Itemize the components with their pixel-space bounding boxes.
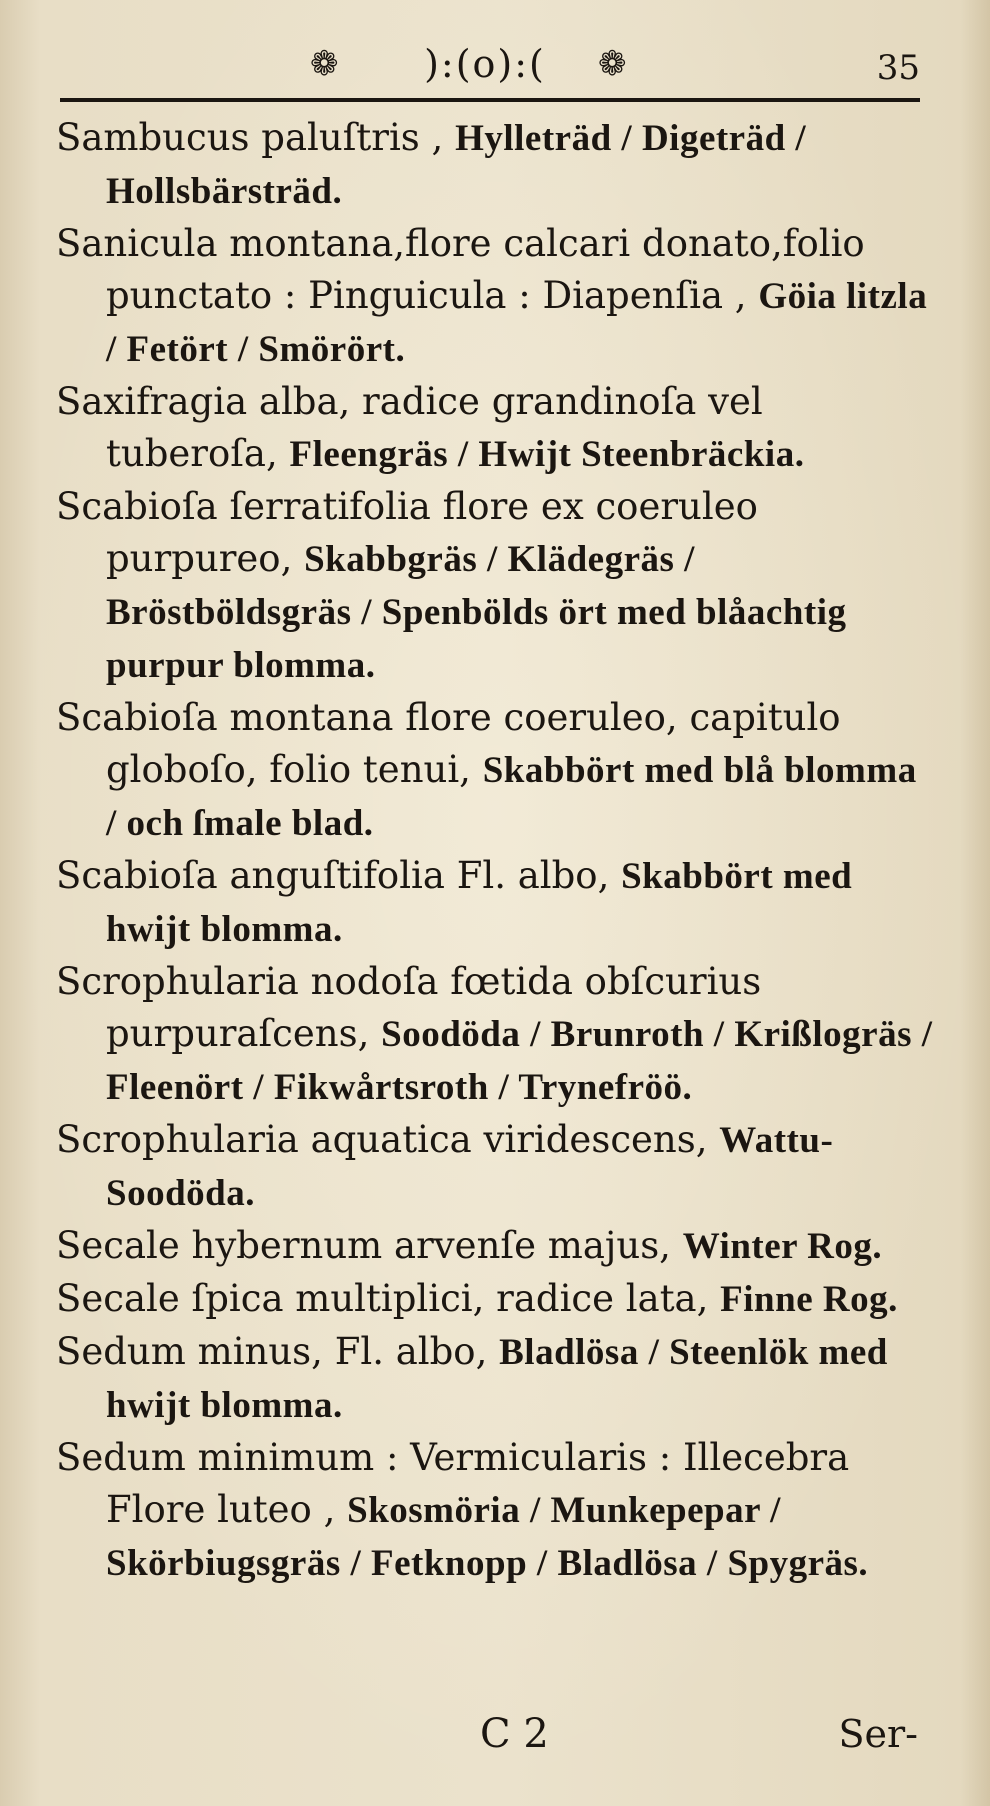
page-number: 35 <box>876 48 920 88</box>
latin-name: Scabioſa montana flore coeruleo, capitulo globoſo, folio tenui, <box>56 696 841 791</box>
catchword: Ser- <box>838 1712 918 1756</box>
swedish-names: Hylleträd / Digeträd / Hollsbärsträd. <box>106 118 807 212</box>
header-ornament-mark: ):(o):( <box>424 42 546 86</box>
swedish-names: Skosmöria / Munkepepar / Skörbiugsgräs / Fetknopp / Bladlösa / Spygräs. <box>106 1490 869 1584</box>
entry-sanicula <box>56 218 936 376</box>
entry-scabiosa-serratifolia <box>56 481 936 692</box>
latin-name: Sedum minus, Fl. albo, <box>56 1330 488 1373</box>
entry-scabiosa-angustifolia <box>56 850 936 956</box>
entry-sambucus <box>56 112 936 218</box>
flower-ornament-right-icon: ❁ <box>598 44 627 84</box>
swedish-names: Bladlösa / Steenlök med hwijt blomma. <box>106 1332 888 1426</box>
latin-name: Scrophularia nodoſa fœtida obſcurius purpuraſcens, <box>56 960 762 1055</box>
latin-name: Sambucus paluſtris , <box>56 116 444 159</box>
flower-ornament-left-icon: ❁ <box>310 44 339 84</box>
entry-secale-spica <box>56 1273 936 1326</box>
swedish-names: Winter Rog. <box>682 1226 883 1267</box>
latin-name: Sedum minimum : Vermicularis : Illecebra Flore luteo , <box>56 1436 850 1531</box>
signature-mark: C 2 <box>480 1711 549 1757</box>
entry-scrophularia-aquatica <box>56 1114 936 1220</box>
entry-sedum-minus <box>56 1326 936 1432</box>
latin-name: Saxifragia alba, radice grandinoſa vel tuberoſa, <box>56 380 763 475</box>
page-footer <box>60 1710 920 1770</box>
swedish-names: Fleengräs / Hwijt Steenbräckia. <box>289 434 805 475</box>
swedish-names: Skabbört med hwijt blomma. <box>106 856 853 950</box>
running-header <box>60 42 920 98</box>
latin-name: Secale ſpica multiplici, radice lata, <box>56 1277 709 1320</box>
swedish-names: Wattu-Soodöda. <box>106 1120 834 1214</box>
latin-name: Scabioſa ſerratifolia flore ex coeruleo purpureo, <box>56 485 758 580</box>
entry-scabiosa-montana <box>56 692 936 850</box>
swedish-names: Skabbgräs / Klädegräs / Bröstböldsgräs / Spenbölds ört med blåachtig purpur blomma. <box>106 539 847 686</box>
entry-list <box>56 112 936 1590</box>
latin-name: Scabioſa anguſtifolia Fl. albo, <box>56 854 610 897</box>
latin-name: Scrophularia aquatica viridescens, <box>56 1118 708 1161</box>
entry-sedum-minimum <box>56 1432 936 1590</box>
entry-saxifragia <box>56 376 936 481</box>
entry-secale-hybernum <box>56 1220 936 1273</box>
swedish-names: Göia litzla / Fetört / Smörört. <box>106 276 928 370</box>
entry-scrophularia-nodosa <box>56 956 936 1114</box>
swedish-names: Finne Rog. <box>720 1279 898 1320</box>
swedish-names: Skabbört med blå blomma / och ſmale blad. <box>106 750 917 844</box>
header-rule <box>60 98 920 102</box>
latin-name: Sanicula montana,flore calcari donato,folio punctato : Pinguicula : Diapenſia , <box>56 222 865 317</box>
swedish-names: Soodöda / Brunroth / Krißlogräs / Fleenört / Fikwårtsroth / Trynefröö. <box>106 1014 933 1108</box>
latin-name: Secale hybernum arvenſe majus, <box>56 1224 671 1267</box>
